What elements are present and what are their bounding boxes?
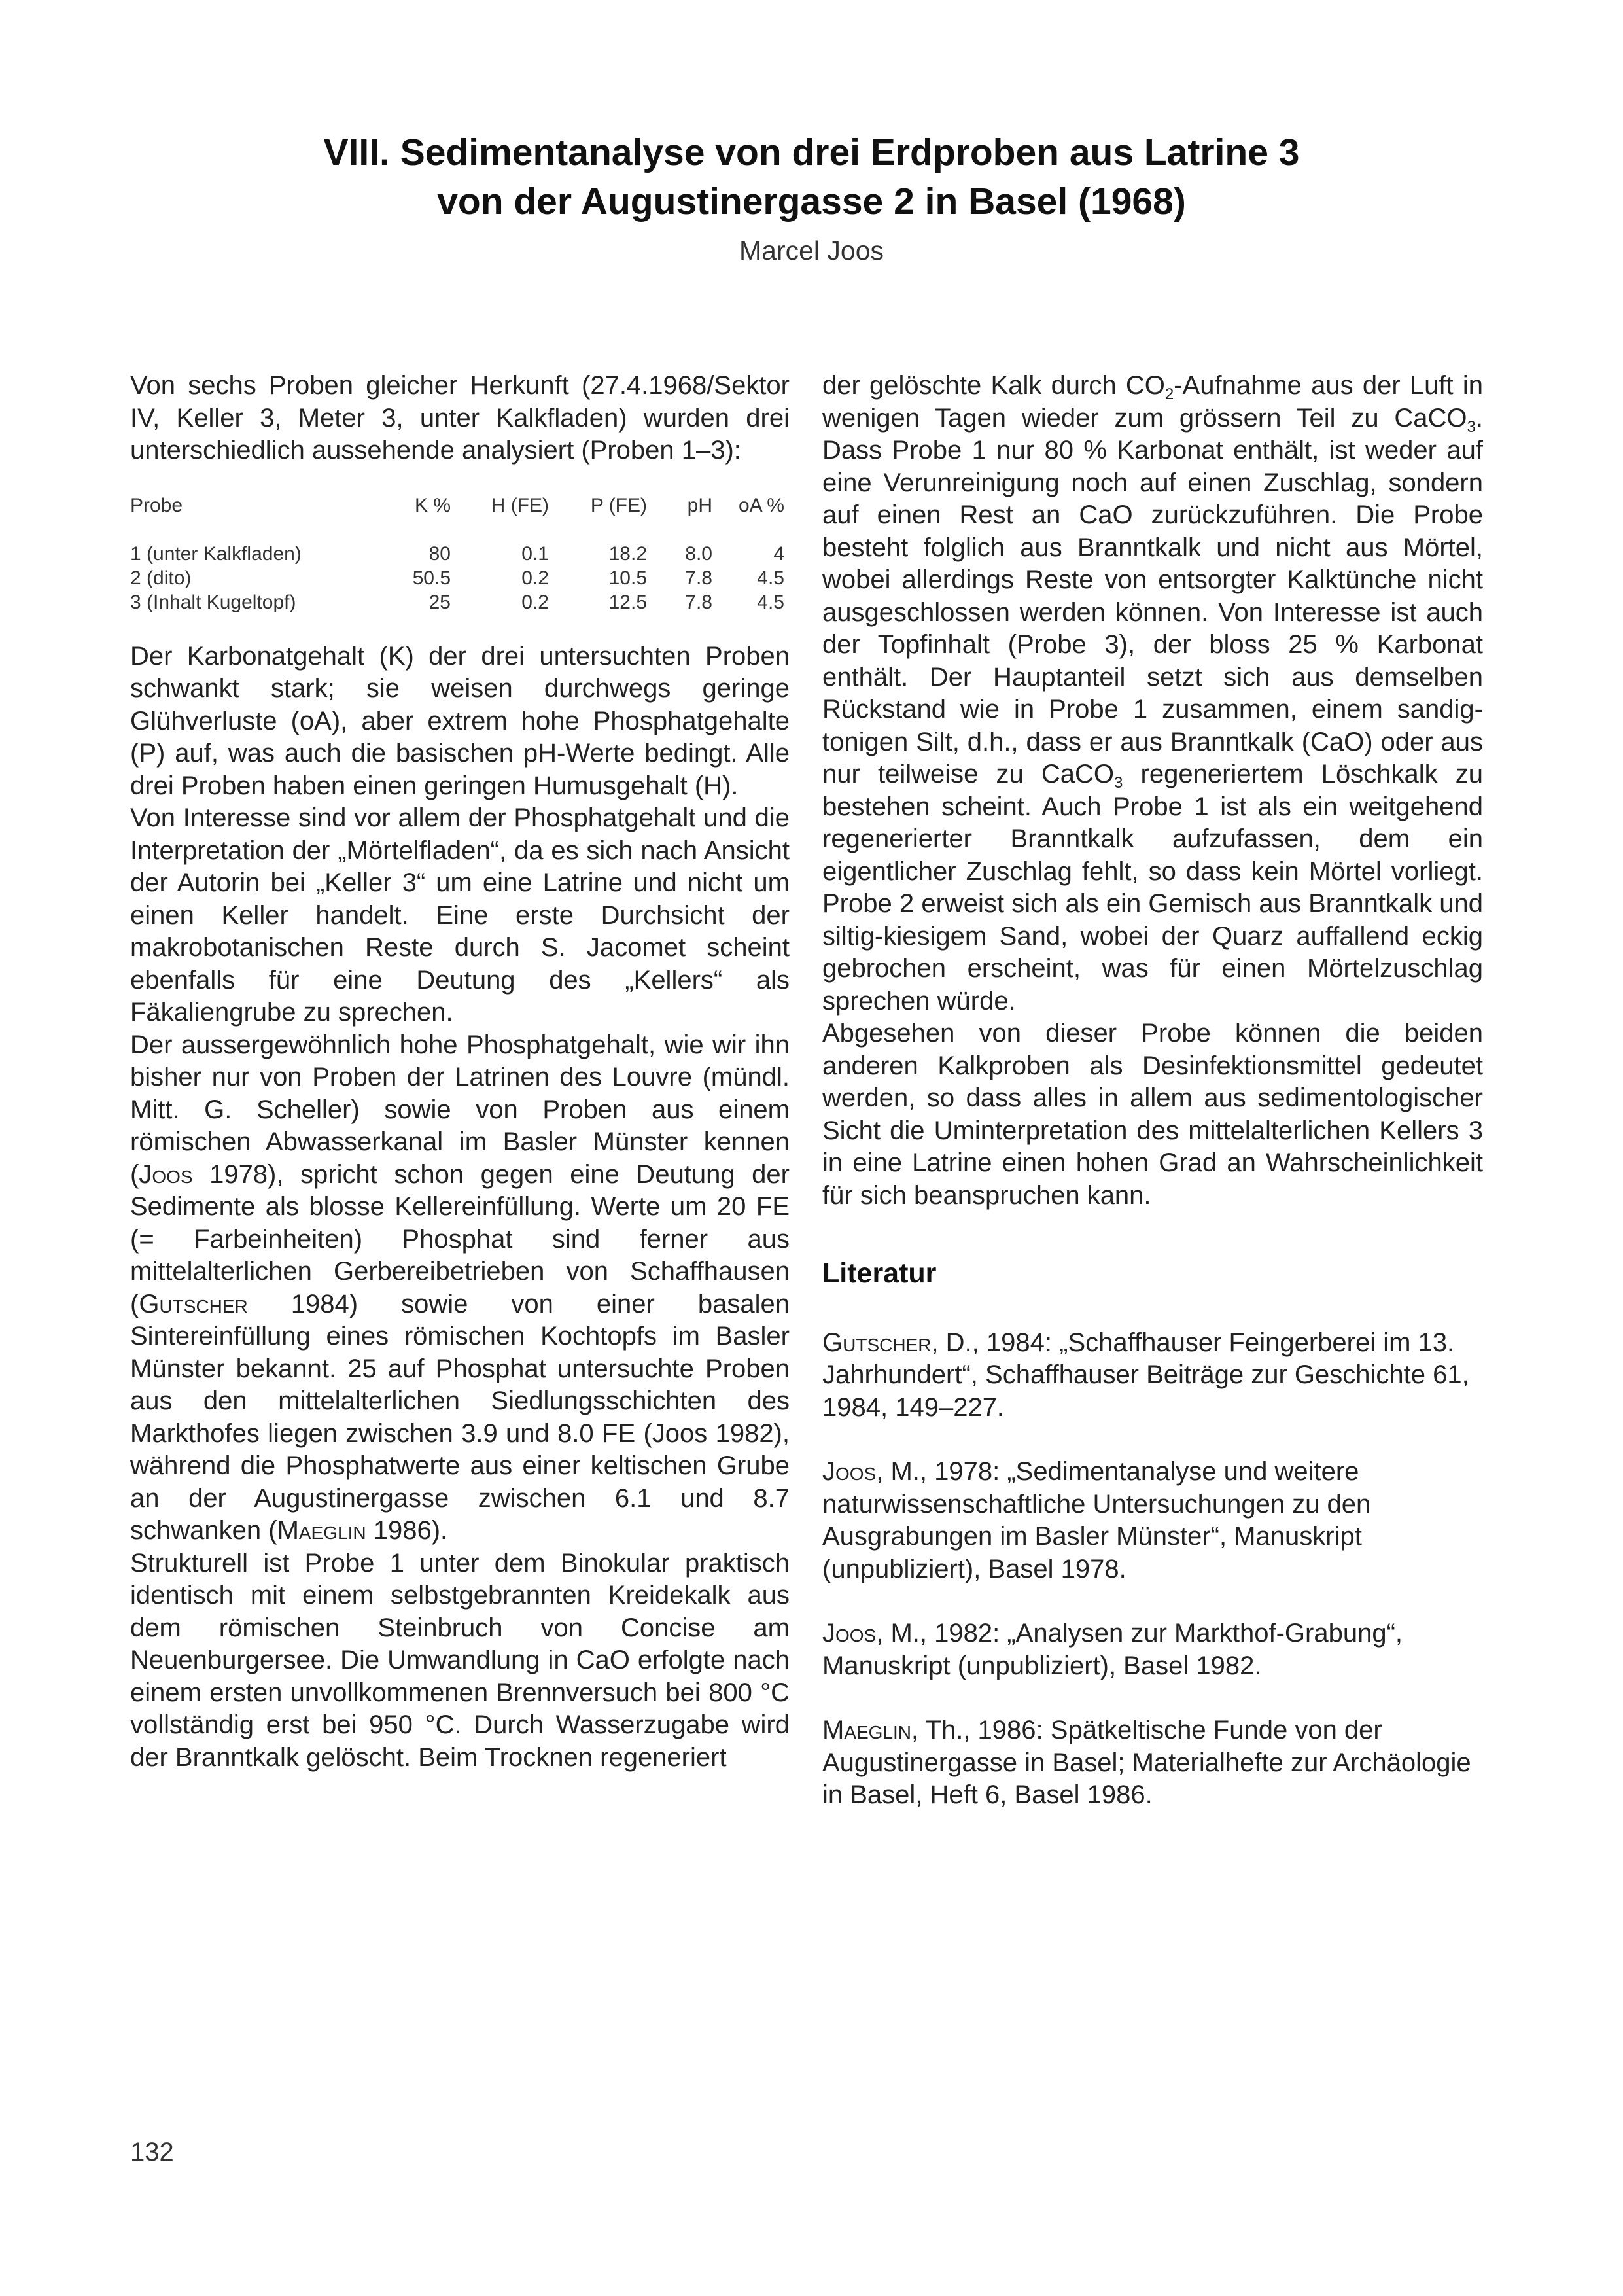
table-cell: 1 (unter Kalkfladen) [130,542,302,565]
table-cell: 4 [773,542,784,565]
table-cell: 25 [428,591,451,613]
title-line-1: VIII. Sedimentanalyse von drei Erdproben aus Latrine 3 [323,132,1300,173]
literatur-item [822,1617,1483,1682]
table-cell: 12.5 [608,591,647,613]
table-cell: 0.2 [521,567,549,589]
literatur-author: Joos [822,1457,877,1486]
table-cell: 0.1 [521,542,549,565]
table-cell: 3 (Inhalt Kugeltopf) [130,591,296,613]
page-number: 132 [130,2138,174,2166]
literatur-author: Gutscher [822,1328,932,1357]
text-run: 1978), spricht schon gegen eine Deutung der Sedimente als blosse Kellereinfüllung. Werte um 20 FE (= Farbeinheiten) Phosphat sind ferner aus mittelalterlichen Gerbereibetrieben von Schaffhausen ( [130,1159,790,1318]
table-cell: 18.2 [608,542,647,565]
text-run: 1984) sowie von einer basalen Sintereinfüllung eines römischen Kochtopfs im Basler Münster bekannt. 25 auf Phosphat untersuchte Proben aus den mittelalterlichen Siedlungsschichten des Markthofes liegen zwischen 3.9 und 8.0 FE (Joos 1982), während die Phosphatwerte aus einer keltischen Grube an der Augustinergasse zwischen 6.1 und 8.7 schwanken ( [130,1289,790,1545]
column-header: K % [414,494,451,516]
subscript: 3 [1467,417,1476,436]
text-run: . Dass Probe 1 nur 80 % Karbonat enthält, ist weder auf eine Verunreinigung noch auf einen Zuschlag, sondern auf einen Rest an CaO zurückzuführen. Die Probe besteht folglich aus Branntkalk und nicht aus Mörtel, wobei allerdings Reste von entsorgter Kalktünche nicht ausgeschlossen werden können. Von Interesse ist auch der Topfinhalt (Probe 3), der bloss 25 % Karbonat enthält. Der Hauptanteil setzt sich aus demselben Rückstand wie in Probe 1 zusammen, einem sandig-tonigen Silt, d.h., dass er aus Branntkalk (CaO) oder aus nur teilweise zu CaCO [822,403,1483,788]
body-paragraph-5: Abgesehen von dieser Probe können die beiden anderen Kalkproben als Desinfektionsmittel gedeutet werden, so dass alles in allem aus sedimentologischer Sicht die Uminterpretation des mittelalterlichen Kellers 3 in eine Latrine einen hohen Grad an Wahrscheinlichkeit für sich beanspruchen kann. [822,1019,1483,1210]
text-run: Der aussergewöhnlich hohe Phosphatgehalt, wie wir ihn bisher nur von Proben der Latrinen des Louvre (mündl. Mitt. G. Scheller) sowie von Proben aus einem römischen Abwasserkanal im Basler Münster kennen ( [130,1030,790,1189]
body-paragraph-4-continued [822,370,1483,1017]
text-run: 1986). [366,1516,448,1545]
column-header: pH [687,494,712,516]
subscript: 2 [1164,385,1174,403]
text-run: der gelöschte Kalk durch CO [822,371,1165,400]
author-citation: Gutscher [139,1289,248,1318]
literatur-text: , M., 1978: „Sedimentanalyse und weitere naturwissenschaftliche Untersuchungen zu den Ausgrabungen im Basler Münster“, Manuskript (unpubliziert), Basel 1978. [822,1457,1371,1583]
column-header: P (FE) [590,494,647,516]
body-paragraph-3 [130,1029,790,1547]
table-cell: 8.0 [685,542,712,565]
column-header: H (FE) [491,494,549,516]
table-cell: 0.2 [521,591,549,613]
table-row [130,590,784,614]
table-cell: 4.5 [757,591,784,613]
author-citation: Maeglin [277,1516,366,1545]
subscript: 3 [1114,774,1123,792]
left-column [130,370,790,1774]
body-paragraph-2: Von Interesse sind vor allem der Phosphatgehalt und die Interpretation der „Mörtelfladen“, da es sich nach Ansicht der Autorin bei „Keller 3“ um eine Latrine und nicht um einen Keller handelt. Eine erste Durchsicht der makrobotanischen Reste durch S. Jacomet scheint ebenfalls für eine Deutung des „Kellers“ als Fäkaliengrube zu sprechen. [130,804,790,1027]
author-name: Marcel Joos [739,236,884,266]
title-line-2: von der Augustinergasse 2 in Basel (1968) [437,181,1186,222]
page-title [0,128,1623,226]
table-row [130,542,784,566]
column-header: Probe [130,494,183,516]
column-header: oA % [738,494,784,516]
text-run: Strukturell ist Probe 1 unter dem Binokular praktisch identisch mit einem selbstgebrannten Kreidekalk aus dem römischen Steinbruch von Concise am Neuenburgersee. Die Umwandlung in CaO erfolgte nach einem ersten unvollkommenen Brennversuch bei 800 °C vollständig erst bei 950 °C. Durch Wasserzugabe wird der Branntkalk gelöscht. Beim Trocknen regeneriert [130,1548,790,1772]
table-cell: 4.5 [757,567,784,589]
literatur-item [822,1327,1483,1424]
table-cell: 50.5 [412,567,451,589]
text-run: regeneriertem Löschkalk zu bestehen scheint. Auch Probe 1 ist als ein weitgehend regenerierter Branntkalk aufzufassen, dem ein eigentlicher Zuschlag fehlt, so dass kein Mörtel vorliegt. Probe 2 erweist sich als ein Gemisch aus Branntkalk und siltig-kiesigem Sand, wobei der Quarz auffallend eckig gebrochen erscheint, was für einen Mörtelzuschlag sprechen würde. [822,760,1483,1016]
sample-table [130,493,784,614]
body-paragraph-1: Der Karbonatgehalt (K) der drei untersuchten Proben schwankt stark; sie weisen durchwegs geringe Glühverluste (oA), aber extrem hohe Phosphatgehalte (P) auf, was auch die basischen pH-Werte bedingt. Alle drei Proben haben einen geringen Humusgehalt (H). [130,641,790,800]
author-citation: Joos [139,1159,193,1189]
table-row [130,566,784,590]
literatur-author: Maeglin [822,1716,912,1744]
intro-paragraph: Von sechs Proben gleicher Herkunft (27.4.1968/Sektor IV, Keller 3, Meter 3, unter Kalkfladen) wurden drei unterschiedlich aussehende analysiert (Proben 1–3): [130,371,790,465]
literatur-heading: Literatur [822,1258,937,1289]
body-paragraph-4 [130,1547,790,1775]
table-cell: 7.8 [685,591,712,613]
table-cell: 80 [428,542,451,565]
literatur-text: , M., 1982: „Analysen zur Markthof-Grabung“, Manuskript (unpubliziert), Basel 1982. [822,1619,1403,1680]
literatur-item [822,1456,1483,1585]
table-cell: 10.5 [608,567,647,589]
table-cell: 2 (dito) [130,567,192,589]
right-column [822,370,1483,1844]
table-header-row [130,493,784,542]
literatur-text: , Th., 1986: Spätkeltische Funde von der Augustinergasse in Basel; Materialhefte zur Archäologie in Basel, Heft 6, Basel 1986. [822,1716,1471,1809]
literatur-author: Joos [822,1619,877,1648]
literatur-text: , D., 1984: „Schaffhauser Feingerberei im 13. Jahrhundert“, Schaffhauser Beiträge zur Geschichte 61, 1984, 149–227. [822,1328,1469,1422]
text-run: -Aufnahme aus der Luft in wenigen Tagen wieder zum grössern Teil zu CaCO [822,371,1483,433]
table-cell: 7.8 [685,567,712,589]
literatur-item [822,1714,1483,1812]
